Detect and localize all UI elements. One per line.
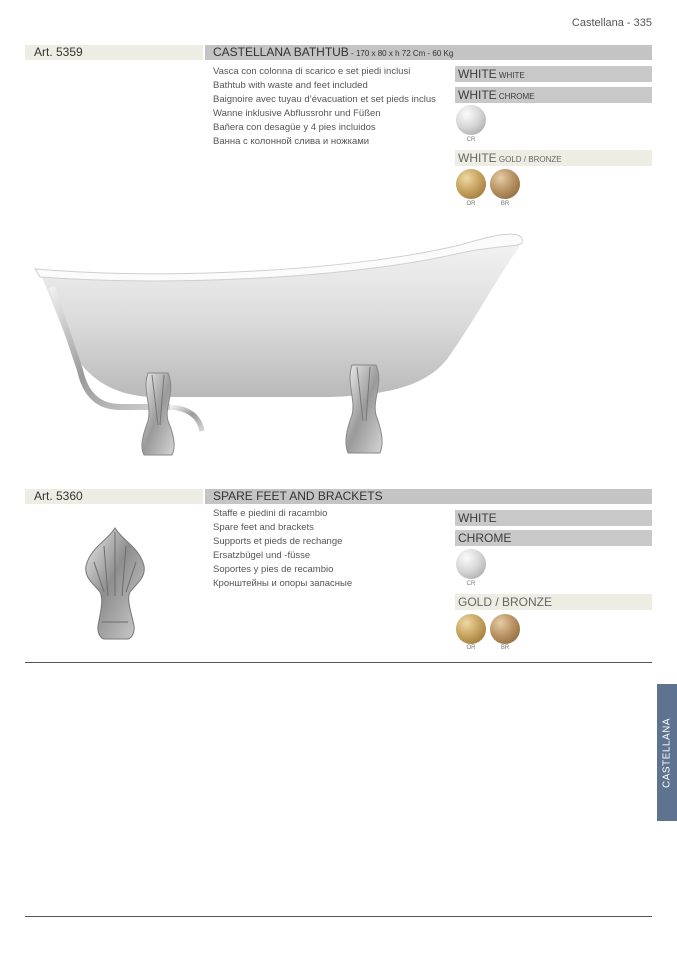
product-name: CASTELLANA BATHTUB	[213, 45, 349, 59]
bathtub-image	[30, 225, 530, 470]
finish-sublabel: CHROME	[496, 92, 535, 101]
product-title	[205, 489, 652, 504]
description-line: Supports et pieds de rechange	[213, 536, 343, 547]
finish-sublabel: WHITE	[496, 71, 525, 80]
description-line: Bathtub with waste and feet included	[213, 80, 368, 91]
chrome-swatch[interactable]	[456, 105, 486, 135]
product-header-5359	[25, 45, 652, 60]
product-header-5360	[25, 489, 652, 504]
description-line: Vasca con colonna di scarico e set piedi inclusi	[213, 66, 411, 77]
finish-white-chrome	[455, 87, 652, 103]
article-number: Art. 5360	[25, 489, 203, 504]
finish-white-gold-bronze	[455, 150, 652, 166]
description-line: Soportes y pies de recambio	[213, 564, 334, 575]
description-line: Baignoire avec tuyau d’évacuation et set pieds inclus	[213, 94, 436, 105]
finish-label: CHROME	[458, 531, 512, 545]
finish-white-white	[455, 66, 652, 82]
description-line: Wanne inklusive Abflussrohr und Füßen	[213, 108, 381, 119]
swatch-code: BR	[500, 201, 510, 207]
finish-label: WHITE	[458, 511, 497, 525]
description-line: Bañera con desagüe y 4 pies incluidos	[213, 122, 376, 133]
description-line: Ванна с колонной слива и ножками	[213, 136, 370, 147]
section-tab[interactable]	[657, 684, 677, 821]
finish-label: WHITE	[458, 88, 497, 102]
swatch-code: OR	[466, 201, 476, 207]
product-dimensions: - 170 x 80 x h 72 Cm - 60 Kg	[348, 49, 454, 58]
bathtub-foot-right	[346, 365, 382, 453]
description-line: Staffe e piedini di racambio	[213, 508, 328, 519]
gold-swatch[interactable]	[456, 169, 486, 199]
finish-gold-bronze	[455, 594, 652, 610]
finish-label: WHITE	[458, 67, 497, 81]
gold-swatch[interactable]	[456, 614, 486, 644]
finish-chrome	[455, 530, 652, 546]
spare-foot-illustration	[80, 526, 150, 642]
swatch-code: BR	[500, 645, 510, 651]
finish-label: WHITE	[458, 151, 497, 165]
section-divider	[25, 662, 652, 663]
bronze-swatch[interactable]	[490, 614, 520, 644]
finish-white	[455, 510, 652, 526]
page-reference: Castellana - 335	[571, 17, 652, 29]
product-description-list	[213, 65, 436, 149]
product-name: SPARE FEET AND BRACKETS	[213, 489, 383, 503]
product-title	[205, 45, 652, 60]
spare-foot-image	[80, 526, 150, 647]
article-number: Art. 5359	[25, 45, 203, 60]
bronze-swatch[interactable]	[490, 169, 520, 199]
chrome-swatch[interactable]	[456, 549, 486, 579]
finish-sublabel: GOLD / BRONZE	[496, 155, 562, 164]
section-tab-label: CASTELLANA	[661, 717, 673, 788]
description-line: Ersatzbügel und -füsse	[213, 550, 311, 561]
swatch-code: OR	[466, 645, 476, 651]
footer-divider	[25, 916, 652, 917]
swatch-code: CR	[466, 581, 476, 587]
bathtub-illustration	[30, 225, 530, 465]
description-line: Кронштейны и опоры запасные	[213, 578, 353, 589]
swatch-code: CR	[466, 137, 476, 143]
product-description-list	[213, 507, 352, 591]
description-line: Spare feet and brackets	[213, 522, 314, 533]
finish-label: GOLD / BRONZE	[458, 595, 553, 609]
bathtub-foot-left	[142, 373, 174, 455]
